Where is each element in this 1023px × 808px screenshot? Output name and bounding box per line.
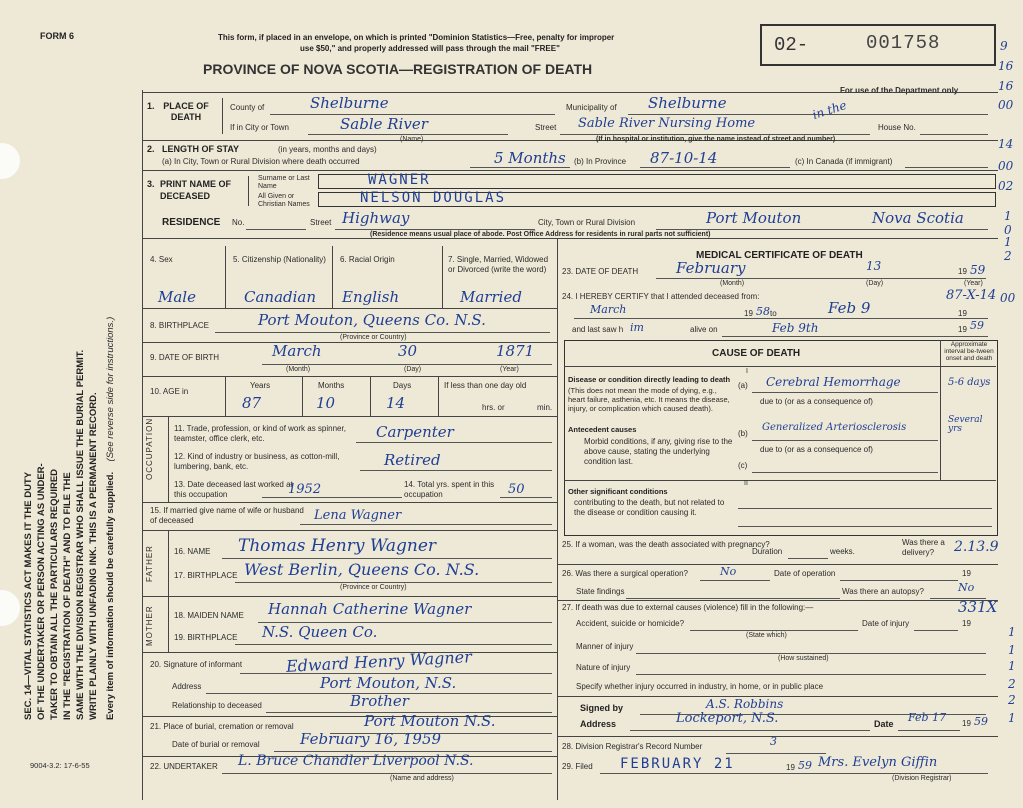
registration-number: 001758: [866, 32, 941, 54]
disease-label: Disease or condition directly leading to death: [568, 375, 731, 384]
death-year-caption: (Year): [964, 280, 983, 287]
dob-month: March: [272, 342, 322, 360]
death-year-prefix: 19: [958, 267, 967, 276]
medical-heading: MEDICAL CERTIFICATE OF DEATH: [696, 250, 863, 261]
margin-code: 2: [1004, 249, 1012, 263]
burial-date-value: February 16, 1959: [300, 730, 442, 748]
father-birthplace-label: 17. BIRTHPLACE: [174, 571, 238, 580]
attended-code: 87-X-14: [946, 288, 997, 303]
spouse-value: Lena Wagner: [314, 508, 402, 523]
residence-label: RESIDENCE: [162, 217, 221, 228]
mother-birthplace-label: 19. BIRTHPLACE: [174, 633, 238, 642]
margin-code: 0: [1004, 223, 1012, 237]
father-name-value: Thomas Henry Wagner: [238, 536, 437, 556]
birthplace-label: 8. BIRTHPLACE: [150, 321, 209, 330]
father-birthplace-value: West Berlin, Queens Co. N.S.: [244, 560, 480, 579]
street-extra: in the: [810, 97, 849, 123]
attended-from-year: 58: [756, 305, 770, 318]
margin-code: 1: [1004, 209, 1012, 223]
age-years-label: Years: [250, 381, 271, 390]
state-which-caption: (State which): [746, 632, 787, 639]
due-to-b: due to (or as a consequence of): [760, 445, 873, 454]
county-value: Shelburne: [310, 94, 389, 112]
trade-value: Carpenter: [376, 423, 454, 441]
last-worked-label: 13. Date deceased last worked at this occupation: [174, 480, 293, 499]
less-day-label: If less than one day old: [444, 381, 527, 390]
total-years-value: 50: [508, 482, 525, 497]
signature-year-prefix: 19: [962, 719, 971, 728]
margin-code: 2: [1008, 693, 1016, 707]
weeks-label: weeks.: [830, 547, 855, 556]
margin-code: 16: [998, 59, 1014, 73]
form-title: PROVINCE OF NOVA SCOTIA—REGISTRATION OF DEATH: [203, 61, 593, 77]
death-date-label: 23. DATE OF DEATH: [562, 267, 639, 276]
envelope-note: This form, if placed in an envelope, on which is printed "Dominion Statistics—Free, penalty for improper: [218, 33, 615, 42]
interval-a-value: 5-6 days: [948, 377, 991, 388]
side-instruction-line: IN THE "REGISTRATION OF DEATH" AND TO FILE THE: [62, 472, 73, 720]
informant-address-label: Address: [172, 682, 202, 691]
side-instruction-line: Every item of information should be carefully supplied.: [105, 471, 116, 720]
given-names-label: All Given or Christian Names: [258, 193, 310, 208]
filed-label: 29. Filed: [562, 762, 593, 771]
bracket: [248, 176, 249, 206]
attended-from: March: [590, 303, 627, 316]
nature-label: Nature of injury: [576, 663, 631, 672]
spouse-label: 15. If married give name of wife or husband of deceased: [150, 506, 304, 525]
street-value: Sable River Nursing Home: [578, 116, 756, 131]
print-name-label: PRINT NAME OF DECEASED: [160, 179, 231, 201]
last-saw-year: 59: [970, 319, 984, 332]
margin-code: 9: [1000, 39, 1008, 53]
antecedent-label: Antecedent causes: [568, 425, 637, 434]
margin-code: 2: [1008, 677, 1016, 691]
last-saw-year-prefix: 19: [958, 325, 967, 334]
record-number-label: 28. Division Registrar's Record Number: [562, 742, 703, 751]
informant-signature: Edward Henry Wagner: [285, 647, 473, 676]
margin-code: 1: [1008, 659, 1016, 673]
residence-city-label: City, Town or Rural Division: [538, 218, 636, 227]
frame-line: [142, 140, 998, 141]
signed-by-label: Signed by: [580, 703, 624, 713]
signature-date: Feb 17: [908, 711, 947, 724]
specify-label: Specify whether injury occurred in industry, in home, or in public place: [576, 682, 824, 691]
municipality-value: Shelburne: [648, 94, 727, 112]
mother-maiden-value: Hannah Catherine Wagner: [268, 600, 472, 618]
institution-note: (If in hospital or institution, give the name instead of street and number): [596, 136, 836, 143]
name-caption: (Name): [400, 136, 424, 143]
findings-label: State findings: [576, 587, 625, 596]
age-years-value: 87: [242, 394, 262, 412]
attended-to: Feb 9: [828, 299, 871, 317]
physician-address: Lockeport, N.S.: [676, 711, 779, 726]
signature-date-label: Date: [874, 719, 894, 729]
street-label: Street: [535, 123, 557, 132]
side-instruction-line: SAME WITH THE DIVISION REGISTRAR WHO SHALL ISSUE THE BURIAL PERMIT.: [75, 349, 86, 720]
cause-c-tag: (c): [738, 461, 748, 470]
dob-day: 30: [398, 342, 418, 360]
residence-city-value: Port Mouton: [706, 209, 802, 227]
stay-city-label: (a) In City, Town or Rural Division where death occurred: [162, 157, 360, 166]
frame-line: [557, 238, 558, 800]
surname-label: Surname or Last Name: [258, 175, 310, 190]
duration-label: Duration: [752, 547, 783, 556]
margin-code: 02: [998, 179, 1014, 193]
marital-value: Married: [460, 288, 522, 306]
record-number: 3: [770, 735, 777, 748]
cause-heading: CAUSE OF DEATH: [712, 348, 801, 359]
last-worked-value: 1952: [288, 482, 322, 497]
registration-prefix: 02-: [774, 34, 809, 56]
mother-side-label: MOTHER: [145, 605, 154, 646]
pregnancy-label: 25. If a woman, was the death associated with pregnancy?: [562, 540, 770, 549]
operation-year-prefix: 19: [962, 569, 971, 578]
sec1-num: 1.: [147, 101, 155, 111]
sex-label: 4. Sex: [150, 255, 173, 264]
relationship-value: Brother: [350, 692, 409, 710]
racial-label: 6. Racial Origin: [340, 255, 395, 264]
margin-code: 00: [998, 159, 1014, 173]
other-conditions-note: contributing to the death, but not related to the disease or condition causing it.: [574, 498, 725, 517]
citizenship-value: Canadian: [244, 288, 317, 306]
envelope-note: use $50," and properly addressed will pass through the mail "FREE": [300, 44, 560, 53]
age-days-value: 14: [386, 394, 406, 412]
cause-a-tag: (a): [738, 381, 748, 390]
attended-to-label: to: [770, 309, 777, 318]
length-of-stay-note: (in years, months and days): [278, 145, 377, 154]
injury-year-prefix: 19: [962, 619, 971, 628]
stay-province-label: (b) In Province: [574, 157, 627, 166]
margin-code: 1: [1008, 711, 1016, 725]
manner-label: Manner of injury: [576, 642, 634, 651]
cause-a-value: Cerebral Hemorrhage: [766, 375, 901, 389]
age-days-label: Days: [393, 381, 412, 390]
sec2-num: 2.: [147, 144, 155, 154]
attended-year-prefix: 19: [744, 309, 753, 318]
death-month: February: [676, 259, 746, 277]
city-label: If in City or Town: [230, 123, 289, 132]
signature-year: 59: [974, 715, 988, 728]
industry-value: Retired: [384, 451, 441, 469]
frame-line: [142, 92, 998, 93]
age-label: 10. AGE in: [150, 387, 189, 396]
margin-code: 1: [1008, 643, 1016, 657]
dob-month-caption: (Month): [286, 366, 311, 373]
last-saw-date: Feb 9th: [772, 321, 819, 335]
undertaker-caption: (Name and address): [390, 775, 454, 782]
form-number: FORM 6: [40, 31, 75, 41]
form-code: 9004-3.2: 17-6-55: [30, 761, 90, 770]
death-day-caption: (Day): [866, 280, 884, 287]
racial-value: English: [342, 288, 400, 306]
cause-b-value: Generalized Arteriosclerosis: [762, 422, 907, 433]
punch-hole: [0, 143, 20, 179]
residence-no-label: No.: [232, 218, 245, 227]
age-months-label: Months: [318, 381, 345, 390]
county-label: County of: [230, 103, 265, 112]
death-month-caption: (Month): [720, 280, 745, 287]
house-label: House No.: [878, 123, 916, 132]
filed-year-prefix: 19: [786, 763, 795, 772]
residence-street-value: Highway: [342, 209, 410, 227]
delivery-label: Was there a delivery?: [902, 538, 945, 557]
birthplace-caption: (Province or Country): [340, 334, 407, 341]
stay-province-value: 87-10-14: [650, 149, 718, 167]
part-two-label: II: [744, 480, 748, 487]
informant-address: Port Mouton, N.S.: [320, 674, 457, 692]
physician-address-label: Address: [580, 719, 617, 729]
registration-number-box: [760, 24, 996, 66]
external-causes-code: 331X: [958, 598, 998, 616]
alive-on-label: alive on: [690, 325, 718, 334]
death-day: 13: [866, 259, 882, 273]
cause-b-tag: (b): [738, 429, 748, 438]
side-instruction-line: WRITE PLAINLY WITH UNFADING INK. THIS IS A PERMANENT RECORD.: [88, 392, 99, 720]
margin-code: 1: [1004, 235, 1012, 249]
father-birthplace-caption: (Province or Country): [340, 584, 407, 591]
burial-date-label: Date of burial or removal: [172, 740, 260, 749]
mother-birthplace-value: N.S. Queen Co.: [262, 623, 378, 641]
stay-canada-label: (c) In Canada (if immigrant): [795, 157, 893, 166]
industry-label: 12. Kind of industry or business, as cotton-mill, lumbering, bank, etc.: [174, 452, 340, 471]
certify-label: 24. I HEREBY CERTIFY that I attended deceased from:: [562, 292, 760, 301]
interval-heading: Approximate interval be-tween onset and death: [944, 341, 994, 362]
due-to-a: due to (or as a consequence of): [760, 397, 873, 406]
informant-sig-label: 20. Signature of informant: [150, 660, 243, 669]
trade-label: 11. Trade, profession, or kind of work as spinner, teamster, office clerk, etc.: [174, 424, 346, 443]
interval-b-value: Several yrs: [948, 415, 983, 434]
registrar-caption: (Division Registrar): [892, 775, 952, 782]
frame-line: [142, 170, 998, 171]
father-side-label: FATHER: [145, 545, 154, 582]
undertaker-value: L. Bruce Chandler Liverpool N.S.: [238, 753, 474, 769]
city-value: Sable River: [340, 115, 428, 133]
age-months-value: 10: [316, 394, 336, 412]
disease-note: (This does not mean the mode of dying, e.g., heart failure, asthenia, etc. It means the disease, injury, or complication which caused death).: [568, 386, 730, 413]
side-instruction-line: (See reverse side for instructions.): [105, 316, 116, 462]
injury-date-label: Date of injury: [862, 619, 910, 628]
residence-province-value: Nova Scotia: [872, 209, 964, 227]
autopsy-label: Was there an autopsy?: [842, 587, 924, 596]
occupation-side-label: OCCUPATION: [145, 417, 154, 480]
antecedent-note: Morbid conditions, if any, giving rise to the above cause, stating the underlying condition last.: [584, 437, 733, 466]
delivery-code: 2.13.9: [954, 539, 999, 555]
margin-code: 00: [1000, 291, 1016, 305]
marital-label: 7. Single, Married, Widowed or Divorced (write the word): [448, 255, 549, 274]
dob-year-caption: (Year): [500, 366, 519, 373]
side-instructions: [22, 40, 132, 720]
death-year: 59: [970, 263, 986, 277]
department-note: For use of the Department only: [840, 86, 959, 95]
relationship-label: Relationship to deceased: [172, 701, 262, 710]
dob-day-caption: (Day): [404, 366, 422, 373]
autopsy-value: No: [958, 581, 975, 594]
filed-date: FEBRUARY 21: [620, 756, 735, 772]
surname-value: WAGNER: [368, 172, 431, 188]
margin-code: 16: [998, 79, 1014, 93]
margin-code: 1: [1008, 625, 1016, 639]
side-instruction-line: OF THE UNDERTAKER OR PERSON ACTING AS UNDER-: [36, 463, 47, 720]
attended-to-year-prefix: 19: [958, 309, 967, 318]
filed-year: 59: [798, 759, 812, 772]
surgery-value: No: [720, 565, 737, 578]
accident-label: Accident, suicide or homicide?: [576, 619, 685, 628]
residence-note: (Residence means usual place of abode. Post Office Address for residents in rural parts not sufficient): [370, 231, 711, 238]
father-name-label: 16. NAME: [174, 547, 211, 556]
margin-code: 00: [998, 98, 1014, 112]
dob-year: 1871: [496, 342, 535, 360]
place-of-death-label: PLACE OF DEATH: [163, 101, 209, 122]
signed-by-value: A.S. Robbins: [706, 697, 784, 711]
part-one-label: I: [746, 368, 748, 375]
surgery-label: 26. Was there a surgical operation?: [562, 569, 688, 578]
municipality-label: Municipality of: [566, 103, 617, 112]
burial-place-value: Port Mouton N.S.: [364, 712, 496, 730]
bracket: [222, 98, 223, 134]
total-years-label: 14. Total yrs. spent in this occupation: [404, 480, 495, 499]
sec3-num: 3.: [147, 179, 155, 189]
given-names-value: NELSON DOUGLAS: [360, 190, 507, 206]
citizenship-label: 5. Citizenship (Nationality): [233, 255, 326, 264]
min-label: min.: [537, 403, 553, 412]
last-saw-label: and last saw h: [572, 325, 624, 334]
mother-maiden-label: 18. MAIDEN NAME: [174, 611, 244, 620]
birthplace-value: Port Mouton, Queens Co. N.S.: [258, 311, 486, 329]
side-instruction-line: TAKER TO OBTAIN ALL THE PARTICULARS REQUIRED: [49, 468, 60, 720]
frame-line: [142, 90, 143, 800]
other-conditions-label: Other significant conditions: [568, 487, 668, 496]
hrs-label: hrs. or: [482, 403, 505, 412]
external-causes-label: 27. If death was due to external causes (violence) fill in the following:—: [562, 603, 814, 612]
margin-code: 14: [998, 137, 1014, 151]
sex-value: Male: [158, 288, 196, 306]
burial-place-label: 21. Place of burial, cremation or removal: [150, 722, 294, 731]
last-saw-pronoun: im: [630, 321, 644, 334]
how-sustained-caption: (How sustained): [778, 655, 829, 662]
length-of-stay-label: LENGTH OF STAY: [162, 144, 240, 154]
residence-street-label: Street: [310, 218, 332, 227]
stay-city-value: 5 Months: [494, 149, 566, 167]
side-instruction-line: SEC. 14—VITAL STATISTICS ACT MAKES IT THE DUTY: [23, 471, 34, 720]
dob-label: 9. DATE OF BIRTH: [150, 353, 220, 362]
registrar-signature: Mrs. Evelyn Giffin: [818, 755, 938, 770]
undertaker-label: 22. UNDERTAKER: [150, 762, 218, 771]
operation-date-label: Date of operation: [774, 569, 836, 578]
punch-hole: [0, 590, 20, 626]
